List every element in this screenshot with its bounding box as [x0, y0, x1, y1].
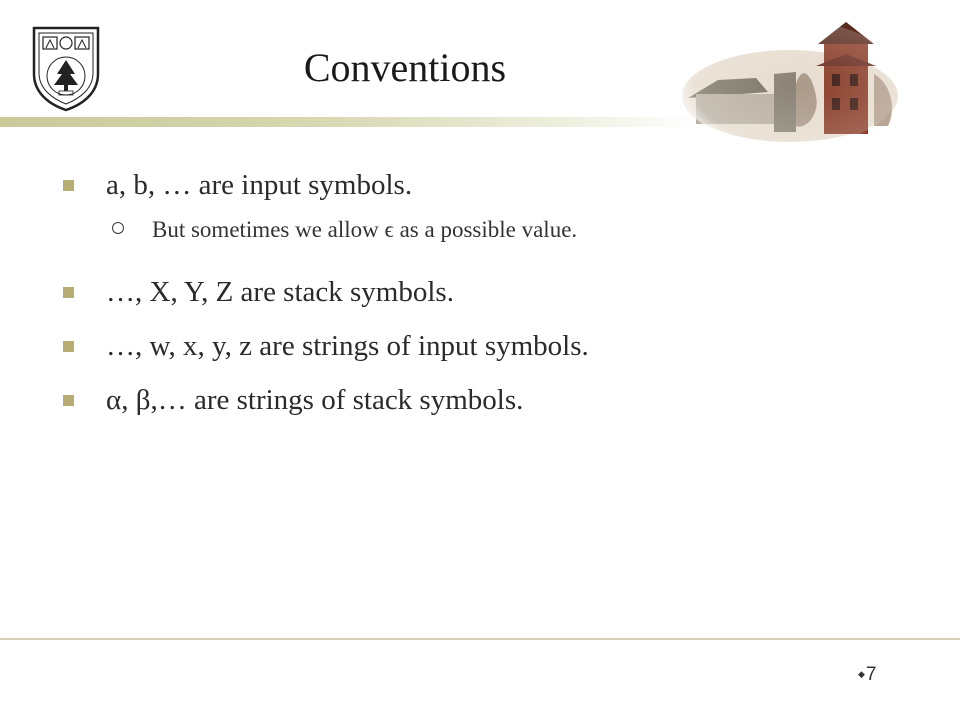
footer-divider	[0, 638, 960, 640]
square-bullet-icon	[63, 180, 74, 191]
bullet-item-4	[60, 383, 920, 417]
square-bullet-icon	[63, 395, 74, 406]
bullet-item-3	[60, 329, 920, 363]
sub-bullet-item-1	[60, 216, 920, 244]
slide-title: Conventions	[303, 45, 507, 90]
bullet-text: …, w, x, y, z are strings of input symbols.	[106, 330, 589, 362]
diamond-bullet-icon: ◆	[858, 669, 865, 679]
sub-bullet-text: But sometimes we allow ϵ as a possible value.	[152, 217, 578, 242]
page-number-text: 7	[865, 664, 877, 685]
university-tower-photo	[678, 14, 900, 144]
page-number	[858, 664, 877, 686]
bullet-text: …, X, Y, Z are stack symbols.	[106, 276, 454, 308]
bullet-text: a, b, … are input symbols.	[106, 169, 413, 201]
circle-bullet-icon	[112, 222, 124, 234]
bullet-item-2	[60, 275, 920, 309]
bullet-item-1	[60, 168, 920, 202]
square-bullet-icon	[63, 341, 74, 352]
bullet-list	[60, 168, 920, 417]
bullet-text: α, β,… are strings of stack symbols.	[106, 384, 524, 416]
university-emblem-logo	[30, 24, 102, 112]
square-bullet-icon	[63, 287, 74, 298]
header-decorative-band	[0, 117, 700, 127]
